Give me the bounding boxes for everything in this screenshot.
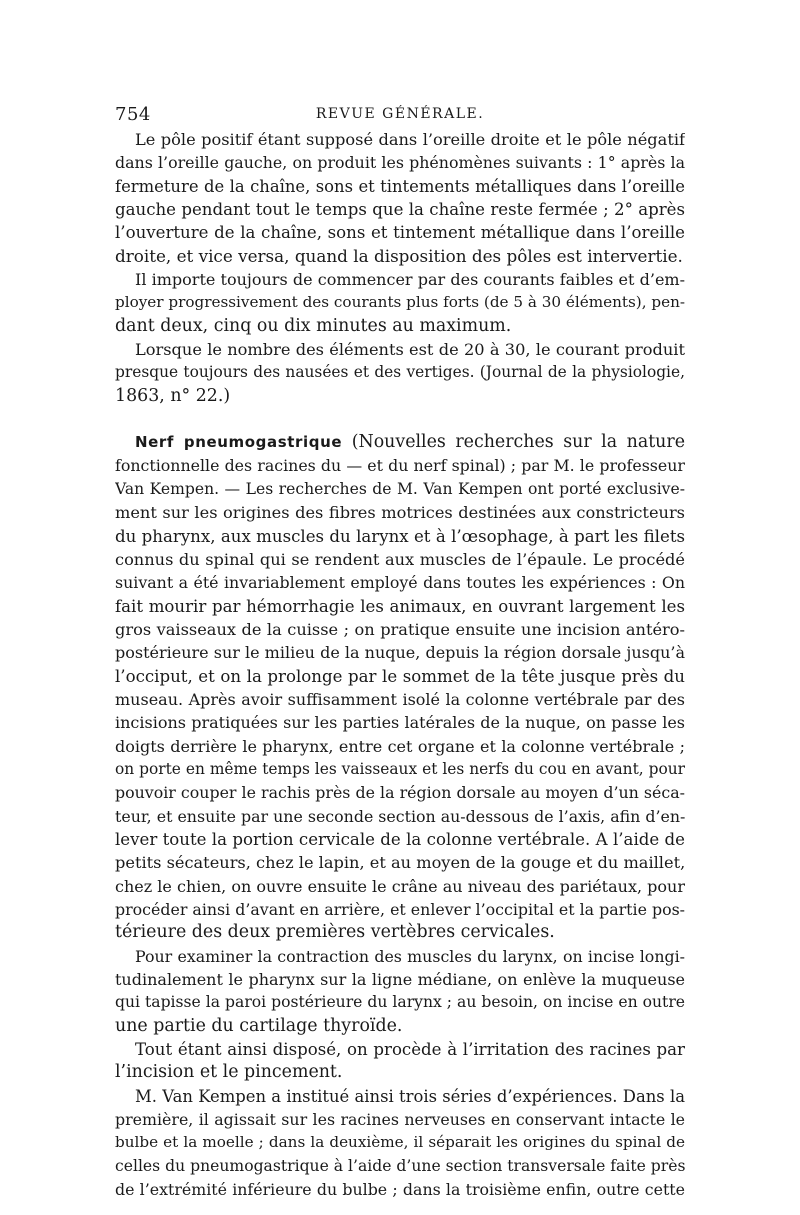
text-line: celles du pneumogastrique à l’aide d’une section transversale faite près <box>115 1156 685 1175</box>
page-header <box>115 100 685 130</box>
text-line: fermeture de la chaîne, sons et tintements métalliques dans l’oreille <box>115 176 685 196</box>
text-line: fait mourir par hémorrhagie les animaux, en ouvrant largement les <box>115 596 685 616</box>
running-title: REVUE GÉNÉRALE. <box>315 106 485 122</box>
text-line: pouvoir couper le rachis près de la région dorsale au moyen d’un séca- <box>115 783 685 803</box>
text-line: Van Kempen. — Les recherches de M. Van Kempen ont porté exclusive- <box>115 479 685 498</box>
text-line: connus du spinal qui se rendent aux muscles de l’épaule. Le procédé <box>115 549 685 569</box>
text-line: presque toujours des nausées et des vertiges. (Journal de la physiologie, <box>115 363 685 382</box>
text-line: l’incision et le pincement. <box>115 1062 343 1083</box>
text-line: suivant a été invariablement employé dans toutes les expériences : On <box>115 573 685 593</box>
text-line: procéder ainsi d’avant en arrière, et enlever l’occipital et la partie pos- <box>115 900 685 919</box>
text-line: Pour examiner la contraction des muscles du larynx, on incise longi- <box>135 946 685 966</box>
text-line: teur, et ensuite par une seconde section au-dessous de l’axis, afin d’en- <box>115 806 685 826</box>
text-line: l’occiput, et on la prolonge par le sommet de la tête jusque près du <box>115 666 685 686</box>
text-line: doigts derrière le pharynx, entre cet organe et la colonne vertébrale ; <box>115 736 685 756</box>
text-line: de l’extrémité inférieure du bulbe ; dans la troisième enfin, outre cette <box>115 1180 685 1200</box>
page-number: 754 <box>115 104 151 125</box>
text-line: fonctionnelle des racines du — et du nerf spinal) ; par M. le professeur <box>115 456 685 476</box>
text-line: dant deux, cinq ou dix minutes au maximum. <box>115 315 512 336</box>
text-line: chez le chien, on ouvre ensuite le crâne au niveau des pariétaux, pour <box>115 876 685 896</box>
text-line: qui tapisse la paroi postérieure du larynx ; au besoin, on incise en outre <box>115 993 685 1012</box>
text-line: museau. Après avoir suffisamment isolé la colonne vertébrale par des <box>115 689 685 709</box>
text-line: Tout étant ainsi disposé, on procède à l’irritation des racines par <box>135 1040 685 1060</box>
text-line: ployer progressivement des courants plus forts (de 5 à 30 éléments), pen- <box>115 293 685 312</box>
text-line: térieure des deux premières vertèbres cervicales. <box>115 922 555 943</box>
text-line: une partie du cartilage thyroïde. <box>115 1015 403 1036</box>
text-line: du pharynx, aux muscles du larynx et à l’œsophage, à part les filets <box>115 526 685 546</box>
text-line: tudinalement le pharynx sur la ligne médiane, on enlève la muqueuse <box>115 970 685 990</box>
section-headword: Nerf pneumogastrique <box>135 433 343 452</box>
text-line: on porte en même temps les vaisseaux et les nerfs du cou en avant, pour <box>115 759 685 778</box>
text-line: gauche pendant tout le temps que la chaîne reste fermée ; 2° après <box>115 200 685 220</box>
text-line: l’ouverture de la chaîne, sons et tintement métallique dans l’oreille <box>115 223 685 243</box>
body-text <box>115 128 685 1201</box>
text-line: Il importe toujours de commencer par des courants faibles et d’em- <box>135 270 685 290</box>
text-line: Nerf pneumogastrique (Nouvelles recherches sur la nature <box>135 432 685 453</box>
text-line: gros vaisseaux de la cuisse ; on pratique ensuite une incision antéro- <box>115 619 685 639</box>
text-line: ment sur les origines des fibres motrices destinées aux constricteurs <box>115 503 685 523</box>
text-line: petits sécateurs, chez le lapin, et au moyen de la gouge et du maillet, <box>115 853 685 873</box>
text-line: M. Van Kempen a institué ainsi trois séries d’expériences. Dans la <box>135 1086 685 1106</box>
text-line: dans l’oreille gauche, on produit les phénomènes suivants : 1° après la <box>115 153 685 173</box>
text-line: lever toute la portion cervicale de la colonne vertébrale. A l’aide de <box>115 829 685 849</box>
text-line: incisions pratiquées sur les parties latérales de la nuque, on passe les <box>115 713 685 733</box>
text-line: droite, et vice versa, quand la disposition des pôles est intervertie. <box>115 245 683 266</box>
text-line: Le pôle positif étant supposé dans l’oreille droite et le pôle négatif <box>135 130 685 149</box>
text-line: postérieure sur le milieu de la nuque, depuis la région dorsale jusqu’à <box>115 643 685 663</box>
text-line: Lorsque le nombre des éléments est de 20 à 30, le courant produit <box>135 340 685 360</box>
text-line: bulbe et la moelle ; dans la deuxième, il séparait les origines du spinal de <box>115 1133 685 1152</box>
text-line: 1863, n° 22.) <box>115 385 231 406</box>
text-line: première, il agissait sur les racines nerveuses en conservant intacte le <box>115 1110 685 1130</box>
